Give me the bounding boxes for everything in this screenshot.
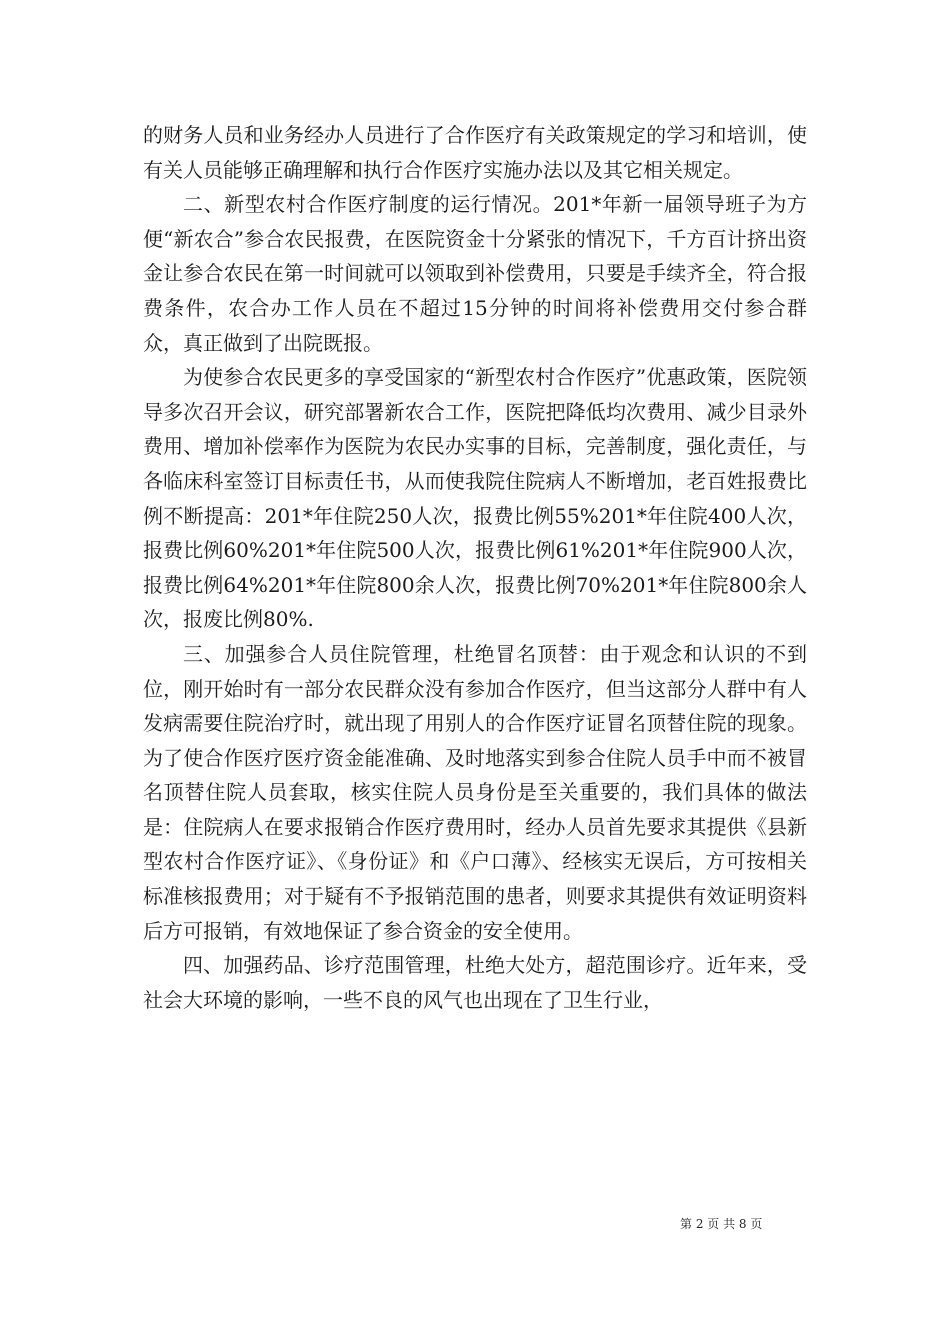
paragraph-preferential-policy: 为使参合农民更多的享受国家的“新型农村合作医疗”优惠政策，医院领导多次召开会议，研究部署新农合工作，医院把降低均次费用、减少目录外费用、增加补偿率作为医院为农民办实事的目标，完善制度，强化责任，与各临床科室签订目标责任书，从而使我院住院病人不断增加，老百姓报费比例不断提高：201*年住院250人次，报费比例55%201*年住院400人次，报费比例60%201*年住院500人次，报费比例61%201*年住院900人次，报费比例64%201*年住院800余人次，报费比例70%201*年住院800余人次，报废比例80%.: [143, 365, 807, 632]
paragraph-continuation: 的财务人员和业务经办人员进行了合作医疗有关政策规定的学习和培训，使有关人员能够正确理解和执行合作医疗实施办法以及其它相关规定。: [143, 123, 807, 182]
paragraph-hospitalization-management: 三、加强参合人员住院管理，杜绝冒名顶替：由于观念和认识的不到位，刚开始时有一部分农民群众没有参加合作医疗，但当这部分人群中有人发病需要住院治疗时，就出现了用别人的合作医疗证冒名顶替住院的现象。为了使合作医疗医疗资金能准确、及时地落实到参合住院人员手中而不被冒名顶替住院人员套取，核实住院人员身份是至关重要的，我们具体的做法是：住院病人在要求报销合作医疗费用时，经办人员首先要求其提供《县新型农村合作医疗证》、《身份证》和《户口薄》、经核实无误后，方可按相关标准核报费用；对于疑有不予报销范围的患者，则要求其提供有效证明资料后方可报销，有效地保证了参合资金的安全使用。: [143, 641, 807, 943]
paragraph-operation-status: 二、新型农村合作医疗制度的运行情况。201*年新一届领导班子为方便“新农合”参合农民报费，在医院资金十分紧张的情况下，千方百计挤出资金让参合农民在第一时间就可以领取到补偿费用，只要是手续齐全，符合报费条件，农合办工作人员在不超过15分钟的时间将补偿费用交付参合群众，真正做到了出院既报。: [143, 192, 807, 355]
page-number-footer: 第 2 页 共 8 页: [680, 1217, 763, 1231]
paragraph-drug-management: 四、加强药品、诊疗范围管理，杜绝大处方，超范围诊疗。近年来，受社会大环境的影响，一些不良的风气也出现在了卫生行业，: [143, 953, 807, 1012]
document-body: [143, 118, 807, 1017]
